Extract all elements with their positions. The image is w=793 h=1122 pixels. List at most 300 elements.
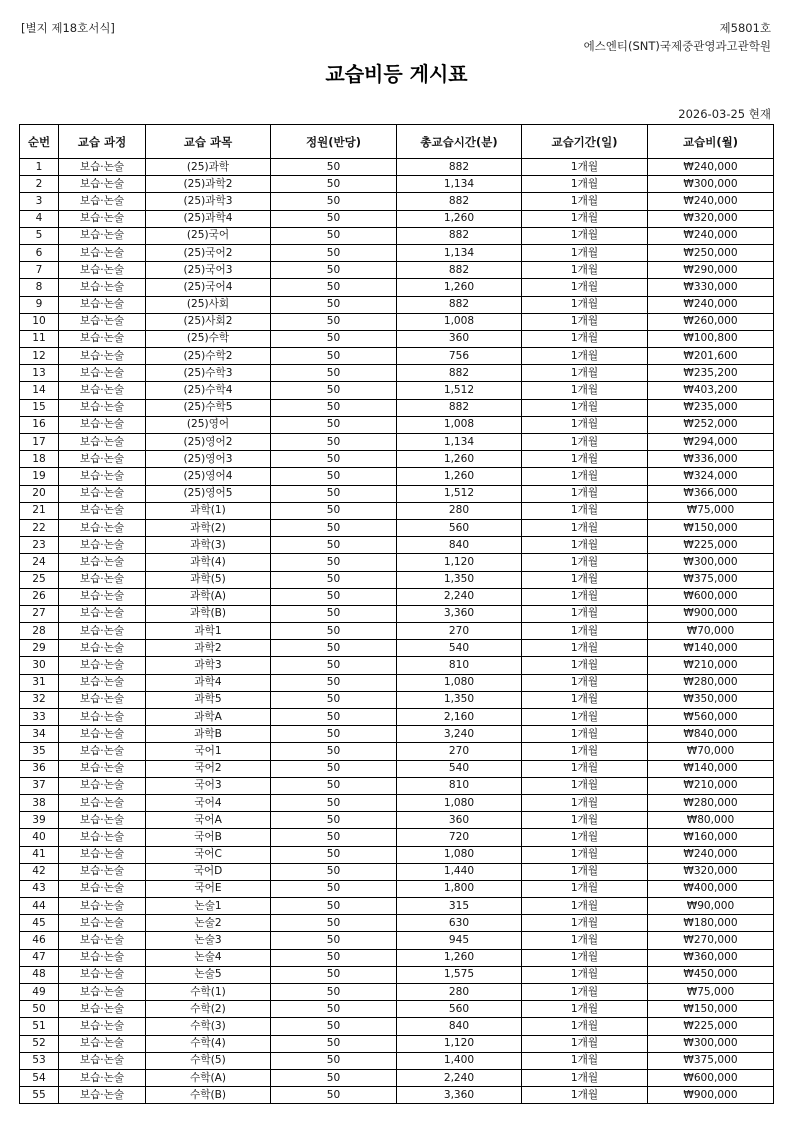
- cell-subject: 논술5: [146, 966, 271, 983]
- cell-seq: 28: [20, 623, 59, 640]
- table-row: [20, 1035, 774, 1052]
- cell-subject: (25)수학3: [146, 365, 271, 382]
- cell-fee: ₩294,000: [648, 434, 774, 451]
- table-row: [20, 760, 774, 777]
- cell-fee: ₩290,000: [648, 262, 774, 279]
- cell-seq: 52: [20, 1035, 59, 1052]
- cell-capacity: 50: [271, 984, 397, 1001]
- cell-period: 1개월: [522, 434, 648, 451]
- cell-capacity: 50: [271, 1087, 397, 1104]
- cell-capacity: 50: [271, 313, 397, 330]
- cell-capacity: 50: [271, 279, 397, 296]
- cell-course: 보습·논술: [59, 554, 146, 571]
- cell-course: 보습·논술: [59, 605, 146, 622]
- cell-course: 보습·논술: [59, 915, 146, 932]
- cell-total-minutes: 1,512: [397, 382, 522, 399]
- cell-subject: 수학(A): [146, 1069, 271, 1086]
- cell-capacity: 50: [271, 262, 397, 279]
- header-total-minutes: 총교습시간(분): [397, 125, 522, 159]
- cell-total-minutes: 882: [397, 193, 522, 210]
- cell-period: 1개월: [522, 330, 648, 347]
- cell-course: 보습·논술: [59, 416, 146, 433]
- cell-fee: ₩900,000: [648, 605, 774, 622]
- table-row: [20, 932, 774, 949]
- cell-subject: (25)수학: [146, 330, 271, 347]
- cell-seq: 55: [20, 1087, 59, 1104]
- table-row: [20, 949, 774, 966]
- cell-course: 보습·논술: [59, 932, 146, 949]
- cell-fee: ₩330,000: [648, 279, 774, 296]
- cell-capacity: 50: [271, 1035, 397, 1052]
- cell-subject: (25)과학: [146, 159, 271, 176]
- cell-period: 1개월: [522, 588, 648, 605]
- cell-capacity: 50: [271, 777, 397, 794]
- cell-subject: 과학3: [146, 657, 271, 674]
- cell-capacity: 50: [271, 932, 397, 949]
- table-row: [20, 1069, 774, 1086]
- cell-capacity: 50: [271, 743, 397, 760]
- cell-fee: ₩240,000: [648, 846, 774, 863]
- table-row: [20, 537, 774, 554]
- cell-total-minutes: 1,008: [397, 313, 522, 330]
- cell-fee: ₩240,000: [648, 227, 774, 244]
- cell-capacity: 50: [271, 1052, 397, 1069]
- table-row: [20, 468, 774, 485]
- cell-course: 보습·논술: [59, 674, 146, 691]
- cell-fee: ₩100,800: [648, 330, 774, 347]
- cell-capacity: 50: [271, 898, 397, 915]
- cell-capacity: 50: [271, 193, 397, 210]
- cell-total-minutes: 3,360: [397, 1087, 522, 1104]
- cell-course: 보습·논술: [59, 794, 146, 811]
- cell-period: 1개월: [522, 313, 648, 330]
- cell-subject: (25)수학2: [146, 348, 271, 365]
- cell-period: 1개월: [522, 502, 648, 519]
- cell-seq: 3: [20, 193, 59, 210]
- cell-capacity: 50: [271, 468, 397, 485]
- cell-capacity: 50: [271, 726, 397, 743]
- cell-course: 보습·논술: [59, 812, 146, 829]
- cell-subject: 과학5: [146, 691, 271, 708]
- cell-period: 1개월: [522, 1035, 648, 1052]
- table-row: [20, 880, 774, 897]
- cell-total-minutes: 1,260: [397, 451, 522, 468]
- table-row: [20, 812, 774, 829]
- header-capacity: 정원(반당): [271, 125, 397, 159]
- cell-seq: 16: [20, 416, 59, 433]
- cell-seq: 19: [20, 468, 59, 485]
- cell-capacity: 50: [271, 760, 397, 777]
- table-row: [20, 227, 774, 244]
- cell-seq: 12: [20, 348, 59, 365]
- cell-fee: ₩240,000: [648, 159, 774, 176]
- cell-capacity: 50: [271, 330, 397, 347]
- cell-course: 보습·논술: [59, 1069, 146, 1086]
- cell-total-minutes: 1,400: [397, 1052, 522, 1069]
- tuition-table: [19, 124, 774, 1104]
- cell-period: 1개월: [522, 296, 648, 313]
- cell-period: 1개월: [522, 966, 648, 983]
- cell-seq: 21: [20, 502, 59, 519]
- cell-subject: 과학(1): [146, 502, 271, 519]
- cell-total-minutes: 360: [397, 812, 522, 829]
- cell-total-minutes: 270: [397, 743, 522, 760]
- cell-period: 1개월: [522, 726, 648, 743]
- cell-period: 1개월: [522, 537, 648, 554]
- cell-period: 1개월: [522, 984, 648, 1001]
- table-row: [20, 1087, 774, 1104]
- table-row: [20, 1018, 774, 1035]
- cell-capacity: 50: [271, 709, 397, 726]
- cell-subject: 수학(B): [146, 1087, 271, 1104]
- cell-period: 1개월: [522, 691, 648, 708]
- cell-seq: 51: [20, 1018, 59, 1035]
- cell-course: 보습·논술: [59, 451, 146, 468]
- cell-period: 1개월: [522, 451, 648, 468]
- cell-subject: (25)수학5: [146, 399, 271, 416]
- cell-capacity: 50: [271, 382, 397, 399]
- cell-subject: (25)수학4: [146, 382, 271, 399]
- cell-total-minutes: 882: [397, 399, 522, 416]
- cell-seq: 27: [20, 605, 59, 622]
- cell-seq: 2: [20, 176, 59, 193]
- table-row: [20, 777, 774, 794]
- cell-capacity: 50: [271, 399, 397, 416]
- cell-period: 1개월: [522, 1001, 648, 1018]
- cell-subject: 국어3: [146, 777, 271, 794]
- cell-period: 1개월: [522, 846, 648, 863]
- cell-total-minutes: 1,440: [397, 863, 522, 880]
- cell-period: 1개월: [522, 416, 648, 433]
- cell-capacity: 50: [271, 227, 397, 244]
- cell-subject: (25)영어2: [146, 434, 271, 451]
- cell-capacity: 50: [271, 296, 397, 313]
- cell-course: 보습·논술: [59, 227, 146, 244]
- table-row: [20, 623, 774, 640]
- cell-seq: 18: [20, 451, 59, 468]
- cell-course: 보습·논술: [59, 691, 146, 708]
- cell-period: 1개월: [522, 193, 648, 210]
- cell-seq: 54: [20, 1069, 59, 1086]
- cell-fee: ₩80,000: [648, 812, 774, 829]
- cell-subject: 국어2: [146, 760, 271, 777]
- cell-capacity: 50: [271, 829, 397, 846]
- cell-subject: 국어C: [146, 846, 271, 863]
- table-row: [20, 313, 774, 330]
- cell-capacity: 50: [271, 605, 397, 622]
- cell-fee: ₩366,000: [648, 485, 774, 502]
- cell-period: 1개월: [522, 571, 648, 588]
- cell-subject: 수학(5): [146, 1052, 271, 1069]
- cell-period: 1개월: [522, 829, 648, 846]
- cell-fee: ₩375,000: [648, 1052, 774, 1069]
- cell-capacity: 50: [271, 657, 397, 674]
- cell-period: 1개월: [522, 760, 648, 777]
- table-row: [20, 279, 774, 296]
- cell-period: 1개월: [522, 244, 648, 261]
- cell-seq: 35: [20, 743, 59, 760]
- cell-total-minutes: 882: [397, 227, 522, 244]
- cell-total-minutes: 280: [397, 984, 522, 1001]
- cell-fee: ₩280,000: [648, 794, 774, 811]
- table-row: [20, 434, 774, 451]
- cell-period: 1개월: [522, 674, 648, 691]
- cell-capacity: 50: [271, 863, 397, 880]
- cell-period: 1개월: [522, 915, 648, 932]
- cell-capacity: 50: [271, 1069, 397, 1086]
- cell-period: 1개월: [522, 949, 648, 966]
- table-row: [20, 709, 774, 726]
- cell-course: 보습·논술: [59, 984, 146, 1001]
- cell-period: 1개월: [522, 932, 648, 949]
- table-row: [20, 863, 774, 880]
- cell-subject: 과학4: [146, 674, 271, 691]
- cell-seq: 44: [20, 898, 59, 915]
- cell-capacity: 50: [271, 159, 397, 176]
- cell-fee: ₩240,000: [648, 193, 774, 210]
- cell-fee: ₩450,000: [648, 966, 774, 983]
- cell-capacity: 50: [271, 554, 397, 571]
- table-row: [20, 554, 774, 571]
- cell-course: 보습·논술: [59, 1035, 146, 1052]
- cell-fee: ₩280,000: [648, 674, 774, 691]
- cell-total-minutes: 3,360: [397, 605, 522, 622]
- cell-seq: 1: [20, 159, 59, 176]
- cell-capacity: 50: [271, 674, 397, 691]
- cell-subject: 수학(4): [146, 1035, 271, 1052]
- cell-fee: ₩201,600: [648, 348, 774, 365]
- cell-capacity: 50: [271, 812, 397, 829]
- cell-seq: 13: [20, 365, 59, 382]
- table-row: [20, 605, 774, 622]
- cell-fee: ₩235,000: [648, 399, 774, 416]
- cell-total-minutes: 270: [397, 623, 522, 640]
- cell-total-minutes: 3,240: [397, 726, 522, 743]
- cell-course: 보습·논술: [59, 966, 146, 983]
- cell-course: 보습·논술: [59, 313, 146, 330]
- cell-seq: 32: [20, 691, 59, 708]
- table-row: [20, 588, 774, 605]
- cell-subject: 과학(B): [146, 605, 271, 622]
- cell-seq: 4: [20, 210, 59, 227]
- cell-subject: (25)국어: [146, 227, 271, 244]
- cell-subject: (25)국어3: [146, 262, 271, 279]
- cell-capacity: 50: [271, 244, 397, 261]
- table-row: [20, 176, 774, 193]
- cell-capacity: 50: [271, 915, 397, 932]
- cell-capacity: 50: [271, 210, 397, 227]
- cell-period: 1개월: [522, 640, 648, 657]
- cell-subject: 논술1: [146, 898, 271, 915]
- cell-subject: 과학(2): [146, 519, 271, 536]
- cell-course: 보습·논술: [59, 399, 146, 416]
- table-row: [20, 1001, 774, 1018]
- cell-total-minutes: 1,800: [397, 880, 522, 897]
- cell-period: 1개월: [522, 554, 648, 571]
- table-row: [20, 1052, 774, 1069]
- cell-course: 보습·논술: [59, 709, 146, 726]
- cell-total-minutes: 1,080: [397, 674, 522, 691]
- cell-course: 보습·논술: [59, 279, 146, 296]
- cell-total-minutes: 1,260: [397, 210, 522, 227]
- cell-subject: (25)영어3: [146, 451, 271, 468]
- cell-course: 보습·논술: [59, 777, 146, 794]
- cell-capacity: 50: [271, 571, 397, 588]
- cell-period: 1개월: [522, 709, 648, 726]
- cell-total-minutes: 1,134: [397, 434, 522, 451]
- cell-seq: 30: [20, 657, 59, 674]
- cell-course: 보습·논술: [59, 485, 146, 502]
- organization-name: 에스엔티(SNT)국제중관영과고관학원: [583, 39, 771, 53]
- cell-seq: 17: [20, 434, 59, 451]
- cell-total-minutes: 2,240: [397, 588, 522, 605]
- cell-seq: 42: [20, 863, 59, 880]
- cell-subject: 과학(A): [146, 588, 271, 605]
- cell-fee: ₩270,000: [648, 932, 774, 949]
- cell-seq: 49: [20, 984, 59, 1001]
- cell-subject: 과학2: [146, 640, 271, 657]
- cell-period: 1개월: [522, 1018, 648, 1035]
- cell-seq: 5: [20, 227, 59, 244]
- cell-total-minutes: 1,350: [397, 691, 522, 708]
- cell-fee: ₩560,000: [648, 709, 774, 726]
- table-row: [20, 399, 774, 416]
- cell-subject: (25)과학3: [146, 193, 271, 210]
- cell-total-minutes: 360: [397, 330, 522, 347]
- document-number: 제5801호: [719, 21, 771, 35]
- cell-subject: (25)사회2: [146, 313, 271, 330]
- cell-course: 보습·논술: [59, 657, 146, 674]
- table-row: [20, 244, 774, 261]
- cell-fee: ₩75,000: [648, 502, 774, 519]
- cell-total-minutes: 2,240: [397, 1069, 522, 1086]
- table-row: [20, 657, 774, 674]
- cell-course: 보습·논술: [59, 159, 146, 176]
- cell-fee: ₩140,000: [648, 760, 774, 777]
- cell-fee: ₩235,200: [648, 365, 774, 382]
- cell-fee: ₩600,000: [648, 588, 774, 605]
- cell-total-minutes: 1,260: [397, 468, 522, 485]
- cell-period: 1개월: [522, 777, 648, 794]
- cell-course: 보습·논술: [59, 846, 146, 863]
- cell-capacity: 50: [271, 949, 397, 966]
- cell-period: 1개월: [522, 1052, 648, 1069]
- cell-fee: ₩252,000: [648, 416, 774, 433]
- cell-capacity: 50: [271, 537, 397, 554]
- cell-total-minutes: 840: [397, 537, 522, 554]
- cell-course: 보습·논술: [59, 588, 146, 605]
- cell-course: 보습·논술: [59, 760, 146, 777]
- cell-course: 보습·논술: [59, 863, 146, 880]
- cell-seq: 47: [20, 949, 59, 966]
- cell-fee: ₩160,000: [648, 829, 774, 846]
- cell-seq: 25: [20, 571, 59, 588]
- table-row: [20, 262, 774, 279]
- cell-seq: 10: [20, 313, 59, 330]
- cell-period: 1개월: [522, 399, 648, 416]
- cell-period: 1개월: [522, 743, 648, 760]
- cell-subject: 과학(3): [146, 537, 271, 554]
- cell-capacity: 50: [271, 502, 397, 519]
- cell-course: 보습·논술: [59, 210, 146, 227]
- table-row: [20, 794, 774, 811]
- cell-fee: ₩403,200: [648, 382, 774, 399]
- cell-seq: 22: [20, 519, 59, 536]
- cell-subject: 과학B: [146, 726, 271, 743]
- cell-capacity: 50: [271, 434, 397, 451]
- cell-subject: 수학(2): [146, 1001, 271, 1018]
- table-header-row: [20, 125, 774, 159]
- cell-seq: 26: [20, 588, 59, 605]
- cell-seq: 11: [20, 330, 59, 347]
- cell-period: 1개월: [522, 812, 648, 829]
- cell-fee: ₩90,000: [648, 898, 774, 915]
- cell-course: 보습·논술: [59, 1018, 146, 1035]
- cell-seq: 39: [20, 812, 59, 829]
- cell-total-minutes: 720: [397, 829, 522, 846]
- cell-total-minutes: 810: [397, 777, 522, 794]
- cell-total-minutes: 1,260: [397, 949, 522, 966]
- cell-course: 보습·논술: [59, 365, 146, 382]
- cell-course: 보습·논술: [59, 726, 146, 743]
- cell-seq: 23: [20, 537, 59, 554]
- cell-fee: ₩400,000: [648, 880, 774, 897]
- cell-total-minutes: 882: [397, 296, 522, 313]
- cell-fee: ₩140,000: [648, 640, 774, 657]
- table-row: [20, 519, 774, 536]
- cell-seq: 14: [20, 382, 59, 399]
- cell-subject: 수학(3): [146, 1018, 271, 1035]
- cell-seq: 33: [20, 709, 59, 726]
- cell-seq: 50: [20, 1001, 59, 1018]
- cell-fee: ₩75,000: [648, 984, 774, 1001]
- table-row: [20, 485, 774, 502]
- cell-capacity: 50: [271, 1001, 397, 1018]
- cell-course: 보습·논술: [59, 382, 146, 399]
- cell-subject: 논술3: [146, 932, 271, 949]
- cell-fee: ₩70,000: [648, 743, 774, 760]
- table-row: [20, 743, 774, 760]
- cell-period: 1개월: [522, 657, 648, 674]
- cell-capacity: 50: [271, 880, 397, 897]
- cell-total-minutes: 1,080: [397, 846, 522, 863]
- cell-fee: ₩240,000: [648, 296, 774, 313]
- cell-course: 보습·논술: [59, 571, 146, 588]
- cell-course: 보습·논술: [59, 640, 146, 657]
- cell-capacity: 50: [271, 588, 397, 605]
- cell-subject: 논술2: [146, 915, 271, 932]
- cell-course: 보습·논술: [59, 537, 146, 554]
- cell-seq: 29: [20, 640, 59, 657]
- cell-subject: 국어B: [146, 829, 271, 846]
- cell-fee: ₩210,000: [648, 777, 774, 794]
- cell-period: 1개월: [522, 348, 648, 365]
- cell-total-minutes: 840: [397, 1018, 522, 1035]
- cell-total-minutes: 1,120: [397, 554, 522, 571]
- cell-capacity: 50: [271, 451, 397, 468]
- cell-total-minutes: 1,350: [397, 571, 522, 588]
- cell-seq: 34: [20, 726, 59, 743]
- table-row: [20, 416, 774, 433]
- cell-seq: 15: [20, 399, 59, 416]
- table-body: [20, 159, 774, 1104]
- header-fee: 교습비(월): [648, 125, 774, 159]
- cell-period: 1개월: [522, 159, 648, 176]
- cell-capacity: 50: [271, 1018, 397, 1035]
- header-course: 교습 과정: [59, 125, 146, 159]
- cell-seq: 45: [20, 915, 59, 932]
- cell-total-minutes: 540: [397, 760, 522, 777]
